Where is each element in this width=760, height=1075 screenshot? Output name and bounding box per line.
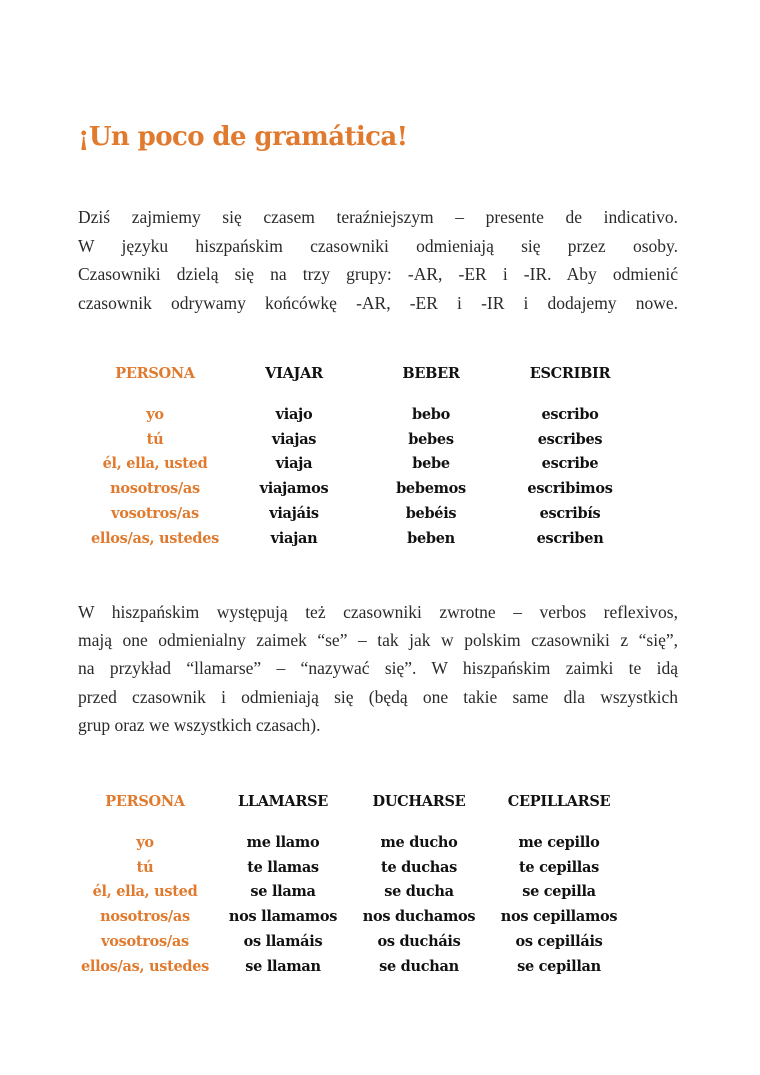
reflexive-line: na przykład “llamarse” – “nazywać się”. W hiszpańskim zaimki te idą — [78, 658, 678, 679]
verb-form-cell: escribe — [541, 455, 599, 473]
verb-form-cell: me cepillo — [518, 833, 600, 851]
verb-form-cell: bebéis — [405, 505, 457, 523]
persona-cell: nosotros/as — [110, 480, 200, 498]
table-row — [84, 427, 640, 452]
table-row — [70, 830, 626, 855]
header-persona: PERSONA — [105, 793, 185, 810]
verb-form-cell: bebemos — [396, 480, 466, 498]
persona-cell: vosotros/as — [111, 505, 199, 523]
page-title: ¡Un poco de gramática! — [78, 122, 408, 152]
header-llamarse: LLAMARSE — [237, 793, 329, 810]
header-ducharse: DUCHARSE — [372, 793, 466, 810]
persona-cell: yo — [136, 833, 154, 851]
verb-form-cell: escribes — [537, 430, 603, 448]
persona-cell: ellos/as, ustedes — [90, 529, 220, 547]
verb-form-cell: viajo — [275, 405, 313, 423]
table-row — [84, 526, 640, 551]
verb-form-cell: te cepillas — [519, 858, 599, 876]
reflexive-paragraph — [78, 598, 678, 739]
intro-line: czasownik odrywamy końcówkę -AR, -ER i -IR i dodajemy nowe. — [78, 292, 678, 313]
table-header-row — [84, 365, 640, 402]
verb-form-cell: beben — [407, 529, 455, 547]
verb-form-cell: nos cepillamos — [500, 908, 618, 926]
verb-form-cell: escribo — [541, 405, 599, 423]
persona-cell: tú — [136, 858, 154, 876]
table-row — [70, 929, 626, 954]
persona-cell: tú — [146, 430, 164, 448]
table-row — [70, 904, 626, 929]
table-row — [84, 402, 640, 427]
persona-cell: vosotros/as — [101, 933, 189, 951]
header-persona: PERSONA — [115, 365, 195, 382]
verb-form-cell: te llamas — [247, 858, 319, 876]
intro-line: Czasowniki dzielą się na trzy grupy: -AR, -ER i -IR. Aby odmienić — [78, 264, 678, 284]
table-row — [70, 954, 626, 979]
verb-form-cell: se cepilla — [522, 883, 596, 901]
reflexive-line: grup oraz we wszystkich czasach). — [78, 714, 321, 735]
verb-form-cell: viajan — [270, 529, 318, 547]
verb-form-cell: bebes — [408, 430, 454, 448]
verb-form-cell: se llama — [250, 883, 316, 901]
verb-form-cell: nos llamamos — [228, 908, 338, 926]
header-escribir: ESCRIBIR — [529, 365, 611, 382]
verb-form-cell: viajáis — [269, 505, 319, 523]
regular-verbs-table — [84, 365, 640, 551]
verb-form-cell: me llamo — [246, 833, 320, 851]
reflexive-line: W hiszpańskim występują też czasowniki zwrotne – verbos reflexivos, — [78, 602, 678, 622]
verb-form-cell: bebe — [412, 455, 450, 473]
persona-cell: nosotros/as — [100, 908, 190, 926]
verb-form-cell: me ducho — [380, 833, 458, 851]
reflexive-line: przed czasownik i odmieniają się (będą one takie same dla wszystkich — [78, 686, 678, 707]
table-row — [84, 476, 640, 501]
persona-cell: ellos/as, ustedes — [80, 957, 210, 975]
verb-form-cell: os cepilláis — [515, 933, 603, 951]
verb-form-cell: viajamos — [259, 480, 329, 498]
table-row — [70, 855, 626, 880]
header-beber: BEBER — [402, 365, 460, 382]
intro-line: W języku hiszpańskim czasowniki odmieniają się przez osoby. — [78, 235, 678, 256]
verb-form-cell: os ducháis — [377, 933, 461, 951]
verb-form-cell: nos duchamos — [362, 908, 476, 926]
verb-form-cell: se ducha — [384, 883, 454, 901]
table-header-row — [70, 793, 626, 830]
verb-form-cell: escribís — [539, 505, 601, 523]
verb-form-cell: escribimos — [527, 480, 613, 498]
verb-form-cell: bebo — [412, 405, 450, 423]
persona-cell: yo — [146, 405, 164, 423]
verb-form-cell: se llaman — [245, 957, 321, 975]
table-row — [70, 880, 626, 905]
table-row — [84, 452, 640, 477]
verb-form-cell: se duchan — [379, 957, 459, 975]
table-row — [84, 501, 640, 526]
verb-form-cell: os llamáis — [243, 933, 323, 951]
header-cepillarse: CEPILLARSE — [507, 793, 611, 810]
reflexive-verbs-table — [70, 793, 626, 979]
verb-form-cell: te duchas — [381, 858, 457, 876]
persona-cell: él, ella, usted — [92, 883, 198, 901]
header-viajar: VIAJAR — [265, 365, 323, 382]
verb-form-cell: viaja — [275, 455, 313, 473]
intro-paragraph — [78, 203, 678, 317]
reflexive-line: mają one odmienialny zaimek “se” – tak jak w polskim czasowniki z “się”, — [78, 630, 678, 651]
intro-line: Dziś zajmiemy się czasem teraźniejszym – presente de indicativo. — [78, 207, 678, 227]
verb-form-cell: escriben — [536, 529, 604, 547]
verb-form-cell: viajas — [271, 430, 317, 448]
persona-cell: él, ella, usted — [102, 455, 208, 473]
verb-form-cell: se cepillan — [517, 957, 601, 975]
